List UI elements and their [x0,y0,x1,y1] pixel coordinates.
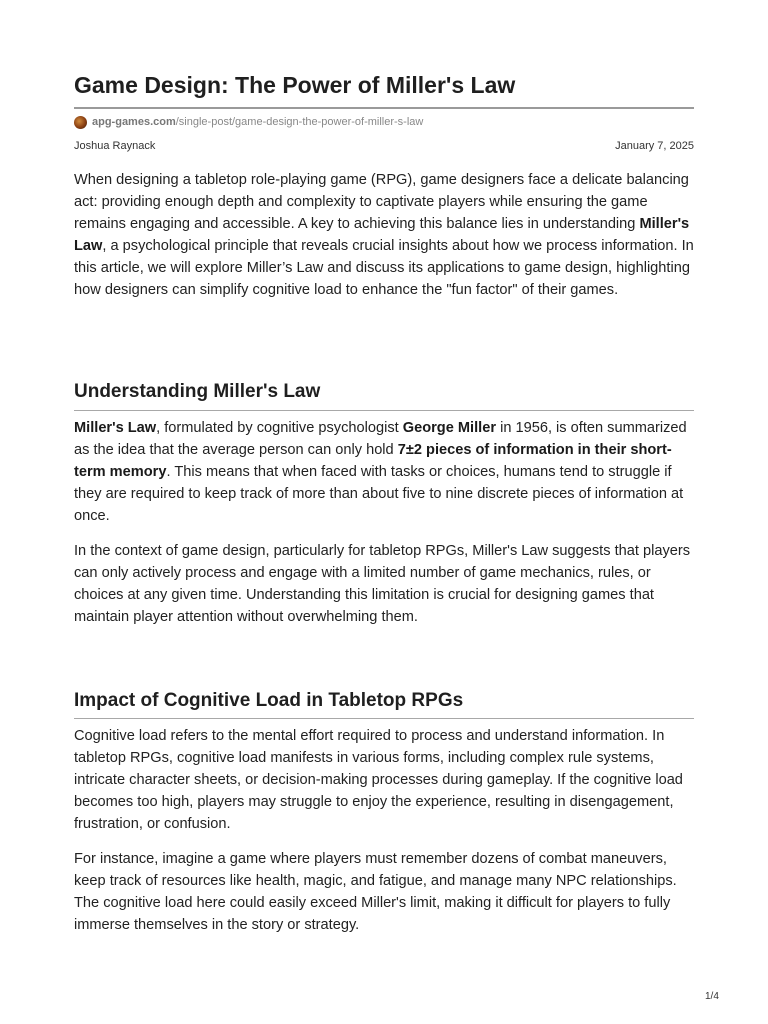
source-path[interactable]: /single-post/game-design-the-power-of-miller-s-law [175,116,424,128]
author-name: Joshua Raynack [74,140,156,152]
section1-paragraph-2: In the context of game design, particularly for tabletop RPGs, Miller's Law suggests that players can only actively process and engage with a limited number of game mechanics, rules, or choices at any given time. Understanding this limitation is crucial for designing games that maintain player attention without overwhelming them. [74,543,691,625]
section1-text-2: in 1956, is often summarized as the idea that the average person can only hold [74,420,687,458]
title-divider [74,107,694,109]
intro-paragraph [74,170,700,301]
section-divider-understanding [74,410,694,411]
intro-text-1: When designing a tabletop role-playing game (RPG), game designers face a delicate balancing act: providing enough depth and complexity to captivate players while ensuring the game remains engaging and accessible. A key to achieving this balance lies in understanding [74,172,689,232]
intro-text-2: , a psychological principle that reveals crucial insights about how we process information. In this article, we will explore Miller’s Law and discuss its applications to game design, highlighting how designers can simplify cognitive load to enhance the "fun factor" of their games. [74,237,694,298]
bold-millers-law: Miller's Law [74,420,157,436]
bold-george-miller: George Miller [402,420,497,436]
section1-paragraph-1 [74,418,700,528]
section1-text-3: . This means that when faced with tasks or choices, humans tend to struggle if they are required to keep track of more than about five to nine discrete pieces of information at once. [74,463,684,524]
article-title: Game Design: The Power of Miller's Law [74,72,516,98]
bold-seven-plus-minus-two: 7±2 pieces of information in their short-term memory [74,441,672,480]
byline [74,138,694,154]
section-heading-understanding: Understanding Miller's Law [74,381,321,402]
section1-text-1: , formulated by cognitive psychologist [156,420,403,436]
section-heading-cognitive-load: Impact of Cognitive Load in Tabletop RPGs [74,690,464,711]
source-line [74,114,423,130]
site-favicon-icon [74,116,87,129]
source-domain[interactable]: apg-games.com [92,116,176,128]
section2-paragraph-2: For instance, imagine a game where players must remember dozens of combat maneuvers, keep track of resources like health, magic, and fatigue, and manage many NPC relationships. The cognitive load here could easily exceed Miller's limit, making it difficult for players to fully immerse themselves in the story or strategy. [74,851,677,933]
section2-paragraph-1: Cognitive load refers to the mental effort required to process and understand information. In tabletop RPGs, cognitive load manifests in various forms, including complex rule systems, intricate character sheets, or decision-making processes during gameplay. If the cognitive load becomes too high, players may struggle to enjoy the experience, resulting in disengagement, frustration, or confusion. [74,728,683,832]
page-number: 1/4 [705,991,719,1002]
publish-date: January 7, 2025 [615,140,694,152]
intro-bold-millers-law: Miller's Law [74,215,690,254]
section-divider-cognitive-load [74,718,694,719]
